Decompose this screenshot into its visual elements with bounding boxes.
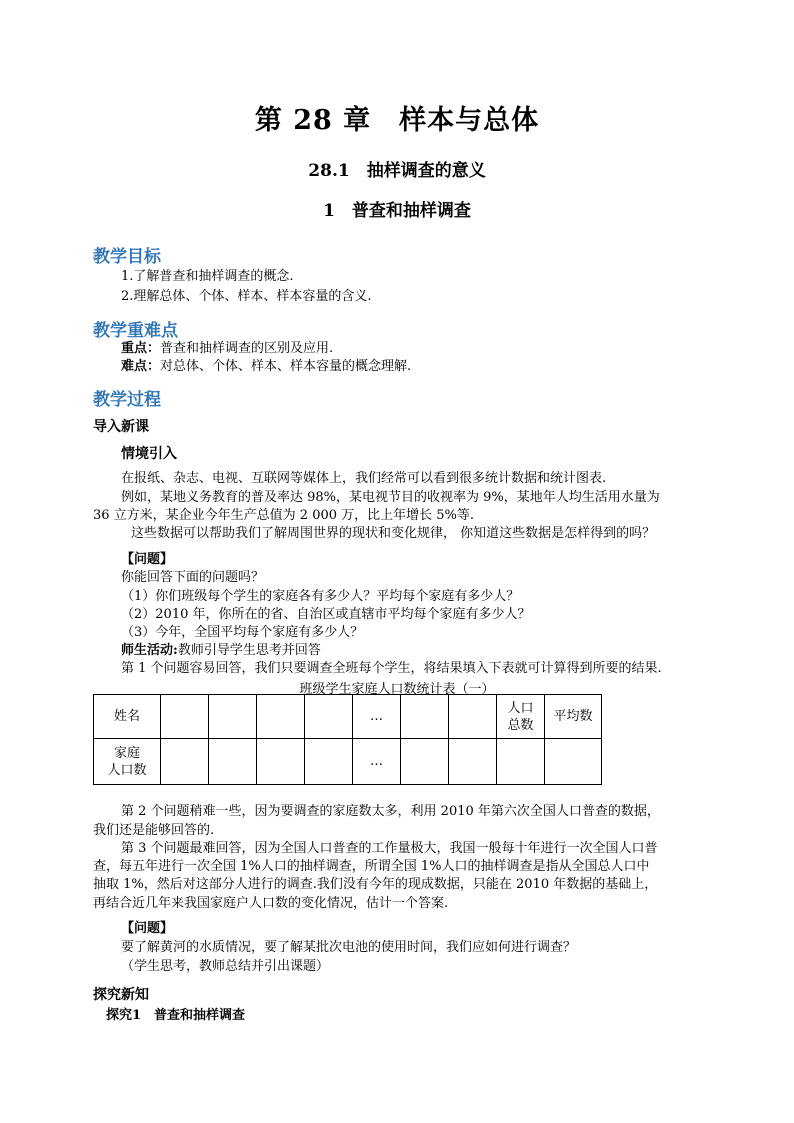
difficulty-label: 难点： bbox=[121, 359, 161, 374]
activity-line bbox=[121, 642, 321, 660]
focus-label: 重点： bbox=[121, 341, 161, 356]
table-cell bbox=[449, 739, 497, 785]
scenario-heading: 情境引入 bbox=[121, 446, 177, 462]
focus-line bbox=[121, 340, 333, 358]
difficulty-text: 对总体、个体、样本、样本容量的概念理解. bbox=[160, 359, 412, 374]
table-household-line2: 人口数 bbox=[107, 762, 147, 778]
explore-heading: 探究新知 bbox=[93, 987, 149, 1003]
objective-item: 1.了解普查和抽样调查的概念. bbox=[121, 269, 294, 284]
question-item: （2）2010 年，你所在的省、自治区或直辖市平均每个家庭有多少人？ bbox=[121, 607, 531, 622]
difficulty-line bbox=[121, 358, 411, 376]
population-table bbox=[93, 694, 602, 785]
table-cell bbox=[401, 695, 449, 739]
activity-text: 教师引导学生思考并回答 bbox=[177, 643, 321, 658]
table-header-name: 姓名 bbox=[94, 695, 161, 739]
paragraph: 例如，某地义务教育的普及率达 98%，某电视节目的收视率为 9%，某地年人均生活用水量为 bbox=[121, 490, 660, 505]
question2-label: 【问题】 bbox=[121, 921, 174, 936]
question-item: （3）今年，全国平均每个家庭有多少人？ bbox=[121, 625, 364, 640]
table-household-line1: 家庭 bbox=[113, 745, 140, 761]
table-cell bbox=[161, 739, 209, 785]
table-cell bbox=[305, 739, 353, 785]
table-header-total bbox=[497, 695, 545, 739]
paragraph: 第 3 个问题最难回答，因为全国人口普查的工作量极大，我国一般每十年进行一次全国人口普 bbox=[121, 841, 658, 856]
chapter-title: 第 28 章 样本与总体 bbox=[254, 105, 540, 136]
table-cell bbox=[209, 695, 257, 739]
table-total-line1: 人口 bbox=[507, 700, 534, 716]
table-ellipsis: … bbox=[353, 695, 401, 739]
table-cell bbox=[305, 695, 353, 739]
table-header-household bbox=[94, 739, 161, 785]
table-cell bbox=[257, 695, 305, 739]
section-title: 28.1 抽样调查的意义 bbox=[308, 161, 486, 181]
table-cell bbox=[497, 739, 545, 785]
question-intro: 你能回答下面的问题吗？ bbox=[121, 570, 265, 585]
question2-note: （学生思考，教师总结并引出课题） bbox=[121, 959, 330, 974]
intro-heading: 导入新课 bbox=[93, 419, 149, 435]
table-cell bbox=[449, 695, 497, 739]
paragraph: 抽取 1%，然后对这部分人进行的调查.我们没有今年的现成数据，只能在 2010 年数据的基础上， bbox=[93, 877, 658, 892]
objective-item: 2.理解总体、个体、样本、样本容量的含义. bbox=[121, 289, 372, 304]
paragraph: 查，每五年进行一次全国 1%人口的抽样调查，所谓全国 1%人口的抽样调查是指从全国总人口中 bbox=[93, 859, 650, 874]
question-label: 【问题】 bbox=[121, 552, 174, 567]
paragraph: 36 立方米，某企业今年生产总值为 2 000 万，比上年增长 5%等. bbox=[93, 508, 475, 523]
question-item: （1）你们班级每个学生的家庭各有多少人？平均每个家庭有多少人？ bbox=[121, 589, 520, 604]
process-heading: 教学过程 bbox=[93, 390, 161, 410]
objectives-heading: 教学目标 bbox=[93, 247, 161, 267]
table-total-line2: 总数 bbox=[507, 717, 534, 733]
focus-text: 普查和抽样调查的区别及应用. bbox=[160, 341, 334, 356]
paragraph: 第 1 个问题容易回答，我们只要调查全班每个学生，将结果填入下表就可计算得到所要的结果. bbox=[121, 661, 662, 676]
table-header-average: 平均数 bbox=[545, 695, 602, 739]
activity-label: 师生活动: bbox=[121, 643, 178, 658]
table-cell bbox=[161, 695, 209, 739]
paragraph: 这些数据可以帮助我们了解周围世界的现状和变化规律， 你知道这些数据是怎样得到的吗？ bbox=[131, 526, 656, 541]
explore-item: 探究1 普查和抽样调查 bbox=[106, 1008, 246, 1023]
table-ellipsis: … bbox=[353, 739, 401, 785]
paragraph: 在报纸、杂志、电视、互联网等媒体上，我们经常可以看到很多统计数据和统计图表. bbox=[121, 471, 607, 486]
table-cell bbox=[257, 739, 305, 785]
question2-text: 要了解黄河的水质情况，要了解某批次电池的使用时间，我们应如何进行调查？ bbox=[121, 940, 577, 955]
table-cell bbox=[545, 739, 602, 785]
paragraph: 再结合近几年来我国家庭户人口数的变化情况，估计一个答案. bbox=[93, 896, 449, 911]
paragraph: 第 2 个问题稍难一些，因为要调查的家庭数太多，利用 2010 年第六次全国人口普查的数据， bbox=[121, 804, 660, 819]
table-caption: 班级学生家庭人口数统计表（一） bbox=[299, 682, 495, 697]
table-cell bbox=[401, 739, 449, 785]
paragraph: 我们还是能够回答的. bbox=[93, 823, 215, 838]
table-cell bbox=[209, 739, 257, 785]
key-points-heading: 教学重难点 bbox=[93, 321, 178, 341]
subsection-title: 1 普查和抽样调查 bbox=[323, 201, 471, 221]
